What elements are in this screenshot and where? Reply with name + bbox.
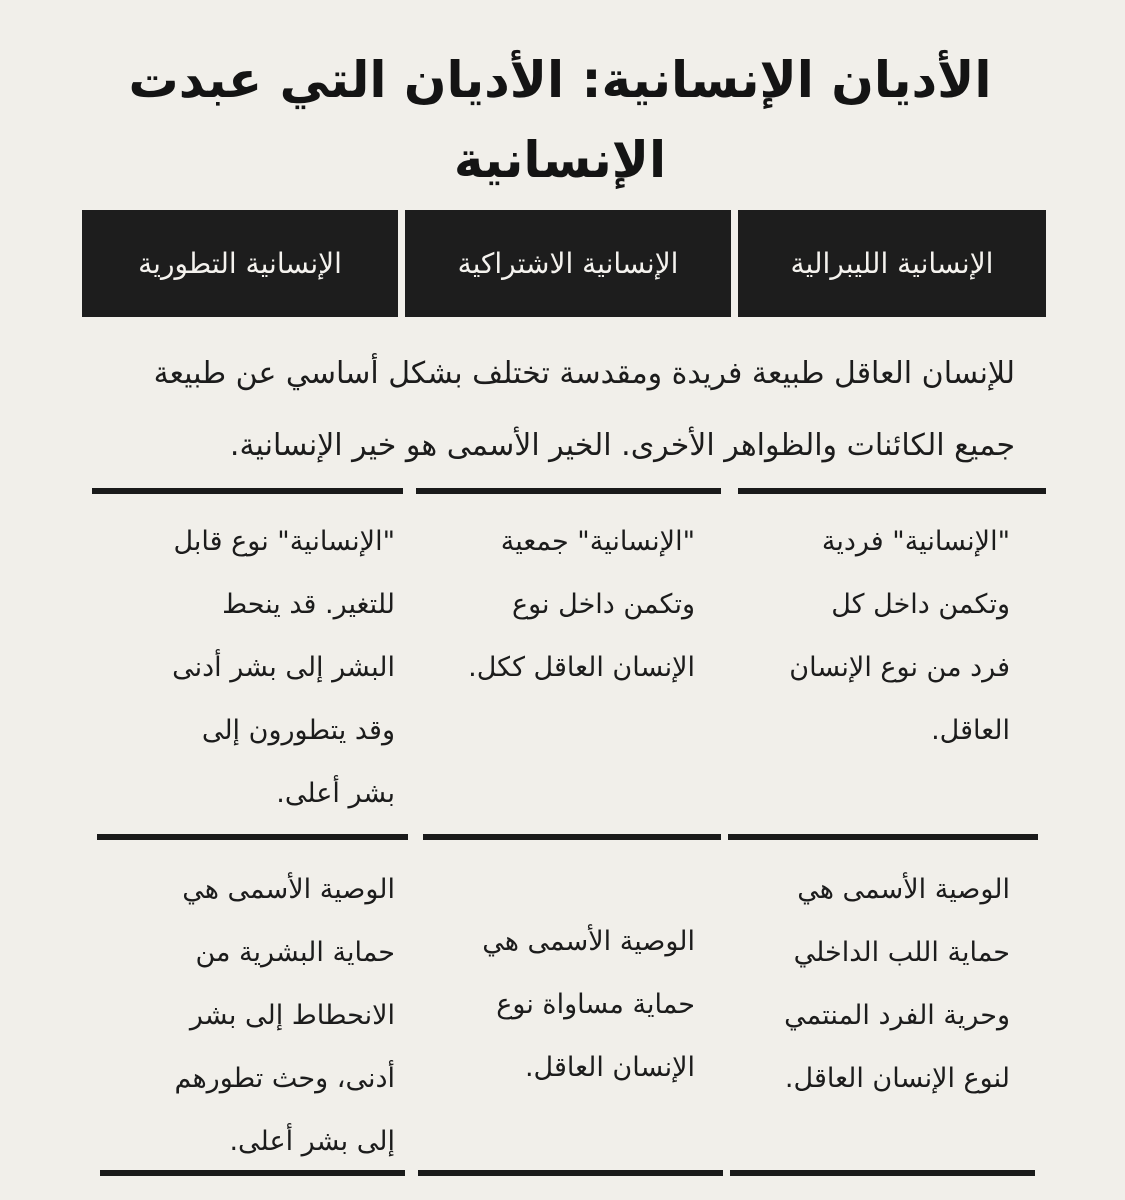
cell-line: الإنسان العاقل ككل. xyxy=(468,652,695,683)
row2-evolutionary-cell xyxy=(174,858,395,1173)
header-liberal-humanism: الإنسانية الليبرالية xyxy=(738,210,1046,317)
cell-line: "الإنسانية" جمعية xyxy=(500,526,695,557)
divider-rule xyxy=(423,834,721,840)
page-title-line-2: الإنسانية xyxy=(453,131,667,189)
cell-line: الإنسان العاقل. xyxy=(524,1052,695,1083)
divider-rule xyxy=(92,488,403,494)
intro-line-2: جميع الكائنات والظواهر الأخرى. الخير الأسمى هو خير الإنسانية. xyxy=(229,428,1015,463)
divider-rule xyxy=(730,1170,1035,1176)
row2-socialist-cell xyxy=(482,910,695,1099)
divider-rule xyxy=(100,1170,405,1176)
divider-rule xyxy=(416,488,721,494)
intro-line-1: للإنسان العاقل طبيعة فريدة ومقدسة تختلف بشكل أساسي عن طبيعة xyxy=(153,356,1015,391)
divider-rule xyxy=(97,834,408,840)
row1-evolutionary-cell xyxy=(172,510,395,825)
cell-line: للتغير. قد ينحط xyxy=(222,589,395,620)
cell-line: حماية اللب الداخلي xyxy=(793,937,1010,968)
cell-line: "الإنسانية" فردية xyxy=(821,526,1010,557)
cell-line: العاقل. xyxy=(931,715,1010,746)
cell-line: البشر إلى بشر أدنى xyxy=(172,652,395,683)
cell-line: وتكمن داخل كل xyxy=(831,589,1010,620)
cell-line: لنوع الإنسان العاقل. xyxy=(784,1063,1010,1094)
cell-line: الوصية الأسمى هي xyxy=(182,874,395,905)
cell-line: حماية البشرية من xyxy=(195,937,395,968)
row2-liberal-cell xyxy=(784,858,1010,1110)
cell-line: بشر أعلى. xyxy=(276,778,395,809)
cell-line: الوصية الأسمى هي xyxy=(482,926,695,957)
row1-socialist-cell xyxy=(468,510,695,699)
intro-paragraph xyxy=(80,338,1015,482)
cell-line: "الإنسانية" نوع قابل xyxy=(173,526,395,557)
cell-line: الانحطاط إلى بشر xyxy=(189,1000,395,1031)
cell-line: وقد يتطورون إلى xyxy=(201,715,395,746)
page-title-line-1: الأديان الإنسانية: الأديان التي عبدت xyxy=(128,51,992,109)
cell-line: وتكمن داخل نوع xyxy=(511,589,695,620)
cell-line: وحرية الفرد المنتمي xyxy=(784,1000,1010,1031)
cell-line: فرد من نوع الإنسان xyxy=(789,652,1010,683)
header-socialist-humanism: الإنسانية الاشتراكية xyxy=(405,210,731,317)
cell-line: حماية مساواة نوع xyxy=(496,989,695,1020)
divider-rule xyxy=(418,1170,723,1176)
cell-line: الوصية الأسمى هي xyxy=(797,874,1010,905)
divider-rule xyxy=(738,488,1046,494)
divider-rule xyxy=(728,834,1038,840)
row1-liberal-cell xyxy=(789,510,1010,762)
cell-line: أدنى، وحث تطورهم xyxy=(174,1063,395,1094)
header-evolutionary-humanism: الإنسانية التطورية xyxy=(82,210,398,317)
cell-line: إلى بشر أعلى. xyxy=(229,1126,395,1157)
